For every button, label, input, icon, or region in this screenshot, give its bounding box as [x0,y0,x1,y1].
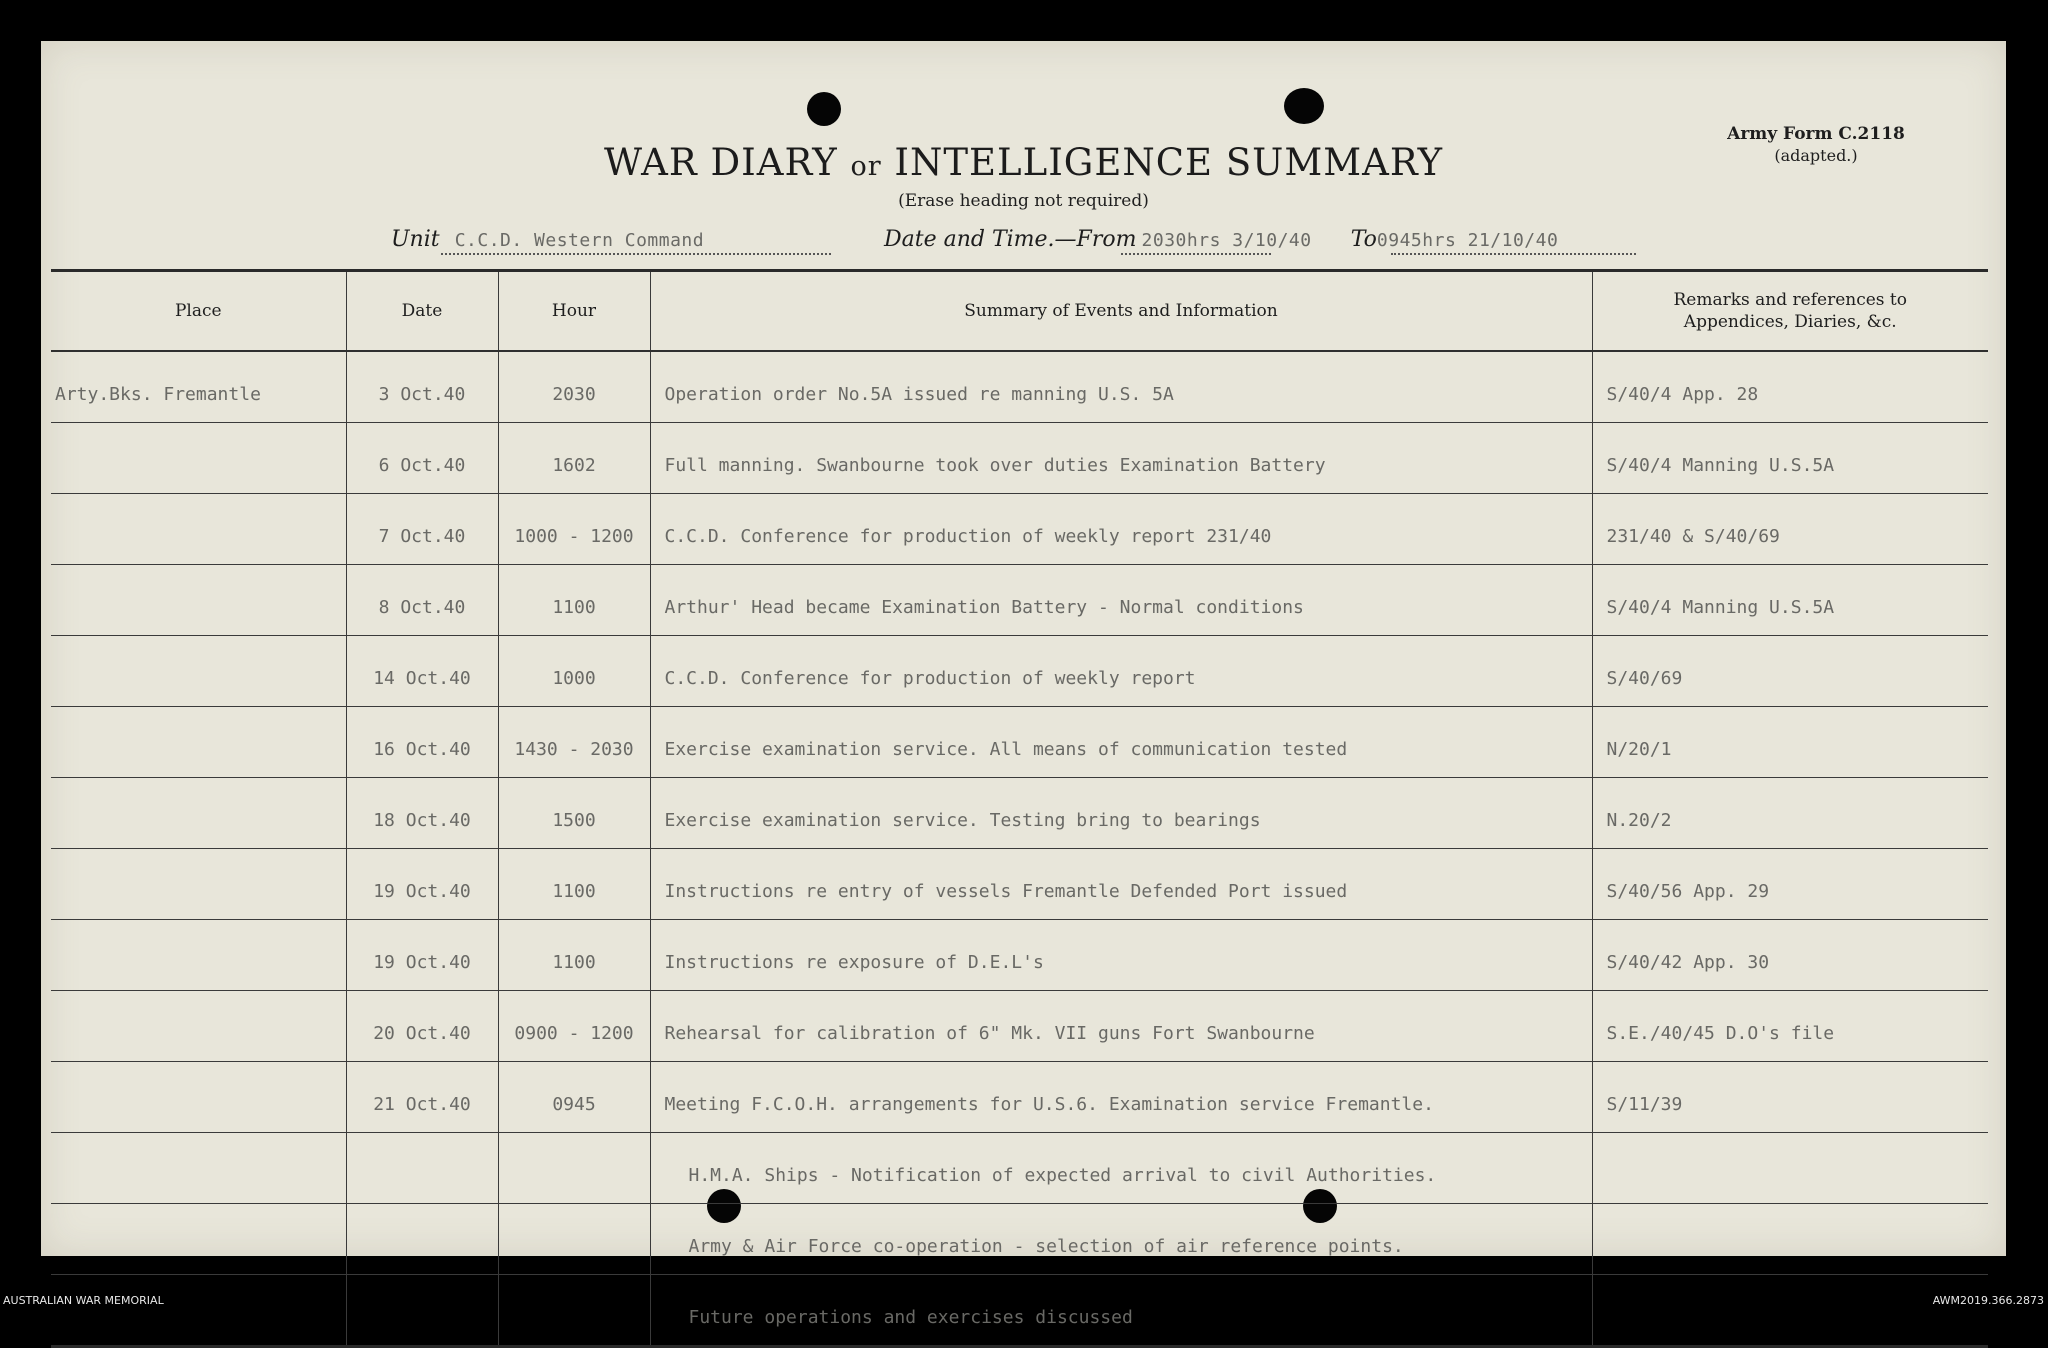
place-cell [51,494,346,565]
place-cell [51,1133,346,1204]
date-cell [346,1204,498,1275]
table-row [51,565,1988,636]
column-header-remarks [1592,271,1988,352]
table-row [51,636,1988,707]
place-cell [51,991,346,1062]
archive-caption-bar [0,1292,2048,1311]
table-row [51,351,1988,423]
table-row [51,1062,1988,1133]
punch-hole [1284,88,1324,124]
remarks-header-line2: Appendices, Diaries, &c. [1683,312,1897,332]
date-cell: 7 Oct.40 [346,494,498,565]
summary-cell: Future operations and exercises discussed [650,1275,1592,1347]
hour-cell: 0945 [498,1062,650,1133]
summary-cell: Exercise examination service. All means of communication tested [650,707,1592,778]
place-cell [51,636,346,707]
table-row [51,991,1988,1062]
place-cell [51,423,346,494]
summary-cell: Rehearsal for calibration of 6" Mk. VII guns Fort Swanbourne [650,991,1592,1062]
remarks-cell: S.E./40/45 D.O's file [1592,991,1988,1062]
table-row [51,849,1988,920]
remarks-cell: S/40/4 App. 28 [1592,351,1988,423]
date-cell: 8 Oct.40 [346,565,498,636]
place-cell [51,1204,346,1275]
table-row [51,423,1988,494]
table-row [51,778,1988,849]
date-cell: 20 Oct.40 [346,991,498,1062]
summary-cell: C.C.D. Conference for production of weekly report [650,636,1592,707]
remarks-cell: S/40/4 Manning U.S.5A [1592,423,1988,494]
army-form-note: (adapted.) [1774,146,1858,165]
place-cell: Arty.Bks. Fremantle [51,351,346,423]
remarks-cell: 231/40 & S/40/69 [1592,494,1988,565]
hour-cell: 1100 [498,565,650,636]
place-cell [51,707,346,778]
unit-label: Unit [391,227,440,252]
summary-cell: H.M.A. Ships - Notification of expected arrival to civil Authorities. [650,1133,1592,1204]
place-cell [51,1062,346,1133]
date-cell: 19 Oct.40 [346,920,498,991]
diary-table [51,269,1988,1348]
hour-cell: 0900 - 1200 [498,991,650,1062]
title-or: or [850,151,882,182]
page-subtitle: (Erase heading not required) [898,191,1149,211]
place-cell [51,778,346,849]
page-title [41,141,2006,184]
unit-value: C.C.D. Western Command [454,230,705,251]
title-intelligence-summary: INTELLIGENCE SUMMARY [894,141,1443,184]
table-row [51,1204,1988,1275]
date-cell: 19 Oct.40 [346,849,498,920]
to-label: To [1350,227,1377,252]
place-cell [51,565,346,636]
hour-cell [498,1133,650,1204]
title-war-diary: WAR DIARY [603,141,838,184]
remarks-cell: N.20/2 [1592,778,1988,849]
hour-cell [498,1204,650,1275]
remarks-cell: S/40/56 App. 29 [1592,849,1988,920]
to-value: 0945hrs 21/10/40 [1376,230,1559,251]
remarks-cell: N/20/1 [1592,707,1988,778]
remarks-cell [1592,1204,1988,1275]
summary-cell: Instructions re exposure of D.E.L's [650,920,1592,991]
remarks-cell: S/11/39 [1592,1062,1988,1133]
summary-cell: Meeting F.C.O.H. arrangements for U.S.6. Examination service Fremantle. [650,1062,1592,1133]
hour-cell: 1602 [498,423,650,494]
hour-cell: 1000 - 1200 [498,494,650,565]
place-cell [51,849,346,920]
hour-cell: 2030 [498,351,650,423]
remarks-cell: S/40/69 [1592,636,1988,707]
column-header-place: Place [51,271,346,352]
archive-reference: AWM2019.366.2873 [1932,1294,2044,1307]
unit-dotted-line [441,253,831,255]
remarks-cell: S/40/42 App. 30 [1592,920,1988,991]
hour-cell: 1100 [498,920,650,991]
date-cell: 18 Oct.40 [346,778,498,849]
summary-cell: Instructions re entry of vessels Fremantle Defended Port issued [650,849,1592,920]
table-row [51,494,1988,565]
summary-cell: Exercise examination service. Testing bring to bearings [650,778,1592,849]
remarks-header-line1: Remarks and references to [1673,290,1907,310]
date-cell: 21 Oct.40 [346,1062,498,1133]
table-row [51,1133,1988,1204]
from-dotted-line [1121,253,1271,255]
table-header-row [51,271,1988,352]
column-header-summary: Summary of Events and Information [650,271,1592,352]
summary-cell: C.C.D. Conference for production of weekly report 231/40 [650,494,1592,565]
from-value: 2030hrs 3/10/40 [1141,230,1312,251]
date-time-label: Date and Time.—From [884,227,1137,252]
hour-cell: 1100 [498,849,650,920]
remarks-cell: S/40/4 Manning U.S.5A [1592,565,1988,636]
army-form-number: Army Form C.2118 [1727,124,1905,144]
summary-cell: Operation order No.5A issued re manning U.S. 5A [650,351,1592,423]
summary-cell: Army & Air Force co-operation - selection of air reference points. [650,1204,1592,1275]
hour-cell: 1500 [498,778,650,849]
punch-hole [807,92,841,126]
place-cell [51,920,346,991]
to-dotted-line [1391,253,1636,255]
table-row [51,920,1988,991]
date-cell [346,1133,498,1204]
summary-cell: Arthur' Head became Examination Battery - Normal conditions [650,565,1592,636]
date-cell: 6 Oct.40 [346,423,498,494]
column-header-date: Date [346,271,498,352]
remarks-cell [1592,1133,1988,1204]
hour-cell: 1000 [498,636,650,707]
archive-name: AUSTRALIAN WAR MEMORIAL [3,1294,164,1307]
date-cell: 3 Oct.40 [346,351,498,423]
column-header-hour: Hour [498,271,650,352]
date-cell: 16 Oct.40 [346,707,498,778]
hour-cell: 1430 - 2030 [498,707,650,778]
date-cell: 14 Oct.40 [346,636,498,707]
table-row [51,707,1988,778]
summary-cell: Full manning. Swanbourne took over duties Examination Battery [650,423,1592,494]
